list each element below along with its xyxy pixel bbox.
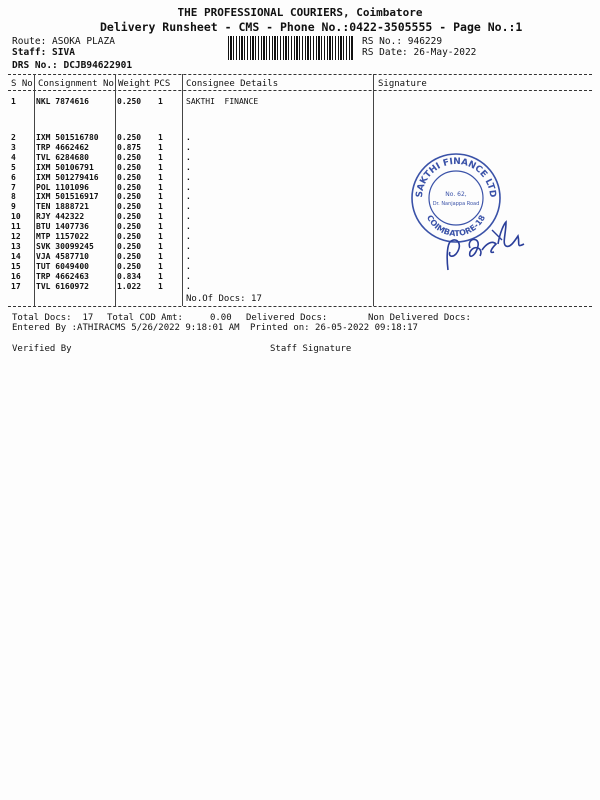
cell-consignee-details: . bbox=[186, 232, 191, 241]
cell-weight: 0.250 bbox=[117, 97, 142, 106]
cell-consignment-no: TUT 6049400 bbox=[36, 261, 89, 271]
cell-weight: 0.250 bbox=[117, 222, 142, 232]
cell-consignee-details: . bbox=[186, 241, 191, 251]
cell-pcs: 1 bbox=[158, 202, 163, 212]
table-row bbox=[0, 133, 600, 143]
col-header-consignment: Consignment No bbox=[38, 79, 114, 89]
cell-sno: 17 bbox=[11, 281, 21, 291]
stamp-line1: No. 62, bbox=[445, 191, 467, 198]
cell-consignment-no: VJA 4587710 bbox=[36, 251, 89, 261]
rs-number: RS No.: 946229 bbox=[362, 36, 443, 47]
table-row bbox=[0, 202, 600, 212]
cell-sno: 7 bbox=[11, 182, 16, 192]
table-row bbox=[0, 163, 600, 173]
cell-pcs: 1 bbox=[158, 222, 163, 232]
staff-label: Staff: SIVA bbox=[12, 47, 75, 58]
col-header-sno: S No bbox=[11, 79, 33, 89]
stamp-text-top: SAKTHI FINANCE LTD bbox=[414, 156, 498, 199]
cell-pcs: 1 bbox=[158, 212, 163, 222]
cell-pcs: 1 bbox=[158, 281, 163, 291]
cell-sno: 6 bbox=[11, 172, 16, 182]
cell-consignment-no: SVK 30099245 bbox=[36, 241, 94, 251]
cell-pcs: 1 bbox=[158, 261, 163, 271]
table-row bbox=[0, 97, 600, 107]
cell-consignee-details: . bbox=[186, 133, 191, 142]
cell-pcs: 1 bbox=[158, 142, 163, 152]
table-row bbox=[0, 282, 600, 292]
cell-pcs: 1 bbox=[158, 241, 163, 251]
cell-sno: 3 bbox=[11, 142, 16, 152]
cell-weight: 0.250 bbox=[117, 232, 142, 241]
table-top-rule bbox=[8, 74, 592, 75]
cell-consignment-no: RJY 442322 bbox=[36, 212, 85, 222]
stamp-line2: Dr. Nanjappa Road bbox=[432, 201, 480, 207]
cell-consignee-details: . bbox=[186, 152, 191, 162]
cell-weight: 0.250 bbox=[117, 241, 142, 251]
table-row bbox=[0, 192, 600, 202]
cell-consignment-no: IXM 501516780 bbox=[36, 133, 99, 142]
col-header-signature: Signature bbox=[378, 79, 427, 89]
handwritten-signature bbox=[440, 214, 530, 276]
cell-consignee-details: . bbox=[186, 281, 191, 291]
cell-consignee-details: . bbox=[186, 162, 191, 172]
cell-weight: 0.250 bbox=[117, 212, 142, 222]
verified-by: Verified By bbox=[12, 344, 72, 354]
cell-consignee-details: SAKTHI FINANCE bbox=[186, 97, 259, 106]
cell-weight: 1.022 bbox=[117, 281, 142, 291]
cell-weight: 0.250 bbox=[117, 162, 142, 172]
drs-number: DRS No.: DCJB94622901 bbox=[12, 60, 133, 71]
cell-sno: 16 bbox=[11, 271, 21, 281]
table-row bbox=[0, 143, 600, 153]
cell-consignee-details: . bbox=[186, 142, 191, 152]
cell-pcs: 1 bbox=[158, 271, 163, 281]
cell-weight: 0.250 bbox=[117, 192, 142, 202]
cell-consignment-no: MTP 1157022 bbox=[36, 232, 89, 241]
cell-weight: 0.250 bbox=[117, 251, 142, 261]
cell-consignment-no: TRP 4662463 bbox=[36, 271, 89, 281]
cell-consignment-no: TEN 1888721 bbox=[36, 202, 89, 212]
cell-sno: 13 bbox=[11, 241, 21, 251]
no-of-docs: No.Of Docs: 17 bbox=[186, 294, 262, 304]
cell-weight: 0.250 bbox=[117, 261, 142, 271]
cell-sno: 5 bbox=[11, 162, 16, 172]
table-row bbox=[0, 153, 600, 163]
cell-sno: 2 bbox=[11, 133, 16, 142]
cell-pcs: 1 bbox=[158, 162, 163, 172]
cell-weight: 0.250 bbox=[117, 202, 142, 212]
cell-weight: 0.250 bbox=[117, 152, 142, 162]
cell-sno: 1 bbox=[11, 97, 16, 106]
cell-sno: 12 bbox=[11, 232, 21, 241]
cell-consignment-no: NKL 7874616 bbox=[36, 97, 89, 106]
cell-weight: 0.875 bbox=[117, 142, 142, 152]
cell-consignee-details: . bbox=[186, 202, 191, 212]
cell-weight: 0.834 bbox=[117, 271, 142, 281]
delivered-docs: Delivered Docs: bbox=[246, 313, 328, 323]
cell-consignment-no: IXM 501516917 bbox=[36, 192, 99, 202]
col-header-consignee: Consignee Details bbox=[186, 79, 279, 89]
cell-sno: 11 bbox=[11, 222, 21, 232]
cell-consignment-no: IXM 50106791 bbox=[36, 162, 94, 172]
cell-sno: 8 bbox=[11, 192, 16, 202]
cell-weight: 0.250 bbox=[117, 172, 142, 182]
col-header-pcs: PCS bbox=[154, 79, 171, 89]
document-title: THE PROFESSIONAL COURIERS, Coimbatore bbox=[177, 6, 423, 19]
cell-sno: 4 bbox=[11, 152, 16, 162]
cell-pcs: 1 bbox=[158, 97, 163, 106]
table-header-rule bbox=[8, 90, 592, 91]
stamp-text-bottom: COIMBATORE-18 bbox=[424, 213, 488, 239]
table-row bbox=[0, 173, 600, 183]
cell-sno: 9 bbox=[11, 202, 16, 212]
cell-consignee-details: . bbox=[186, 192, 191, 202]
cell-pcs: 1 bbox=[158, 152, 163, 162]
cell-weight: 0.250 bbox=[117, 133, 142, 142]
non-delivered-docs: Non Delivered Docs: bbox=[368, 313, 471, 323]
cell-consignment-no: POL 1101096 bbox=[36, 182, 89, 192]
cell-consignment-no: TRP 4662462 bbox=[36, 142, 89, 152]
cell-pcs: 1 bbox=[158, 133, 163, 142]
entered-by: Entered By :ATHIRACMS 5/26/2022 9:18:01 AM bbox=[12, 323, 240, 333]
cell-consignee-details: . bbox=[186, 212, 191, 222]
cell-consignment-no: IXM 501279416 bbox=[36, 172, 99, 182]
total-docs: Total Docs: 17 bbox=[12, 313, 94, 323]
cell-sno: 15 bbox=[11, 261, 21, 271]
cell-pcs: 1 bbox=[158, 232, 163, 241]
cell-consignee-details: . bbox=[186, 222, 191, 232]
cell-weight: 0.250 bbox=[117, 182, 142, 192]
cell-sno: 10 bbox=[11, 212, 21, 222]
cell-consignee-details: . bbox=[186, 261, 191, 271]
cell-pcs: 1 bbox=[158, 251, 163, 261]
table-bottom-rule bbox=[8, 306, 592, 307]
rs-date: RS Date: 26-May-2022 bbox=[362, 47, 477, 58]
staff-signature: Staff Signature bbox=[270, 344, 352, 354]
cell-consignment-no: BTU 1407736 bbox=[36, 222, 89, 232]
cell-sno: 14 bbox=[11, 251, 21, 261]
cell-pcs: 1 bbox=[158, 192, 163, 202]
cell-consignee-details: . bbox=[186, 271, 191, 281]
cell-pcs: 1 bbox=[158, 182, 163, 192]
printed-on: Printed on: 26-05-2022 09:18:17 bbox=[250, 323, 418, 333]
cell-consignee-details: . bbox=[186, 251, 191, 261]
barcode bbox=[228, 36, 354, 60]
route-label: Route: ASOKA PLAZA bbox=[12, 36, 115, 47]
cell-consignment-no: TVL 6160972 bbox=[36, 281, 89, 291]
document-subtitle: Delivery Runsheet - CMS - Phone No.:0422-3505555 - Page No.:1 bbox=[100, 20, 523, 34]
table-row bbox=[0, 183, 600, 193]
cell-consignment-no: TVL 6284680 bbox=[36, 152, 89, 162]
cell-pcs: 1 bbox=[158, 172, 163, 182]
cell-consignee-details: . bbox=[186, 172, 191, 182]
total-cod: Total COD Amt: 0.00 bbox=[107, 313, 232, 323]
col-header-weight: Weight bbox=[118, 79, 151, 89]
cell-consignee-details: . bbox=[186, 182, 191, 192]
